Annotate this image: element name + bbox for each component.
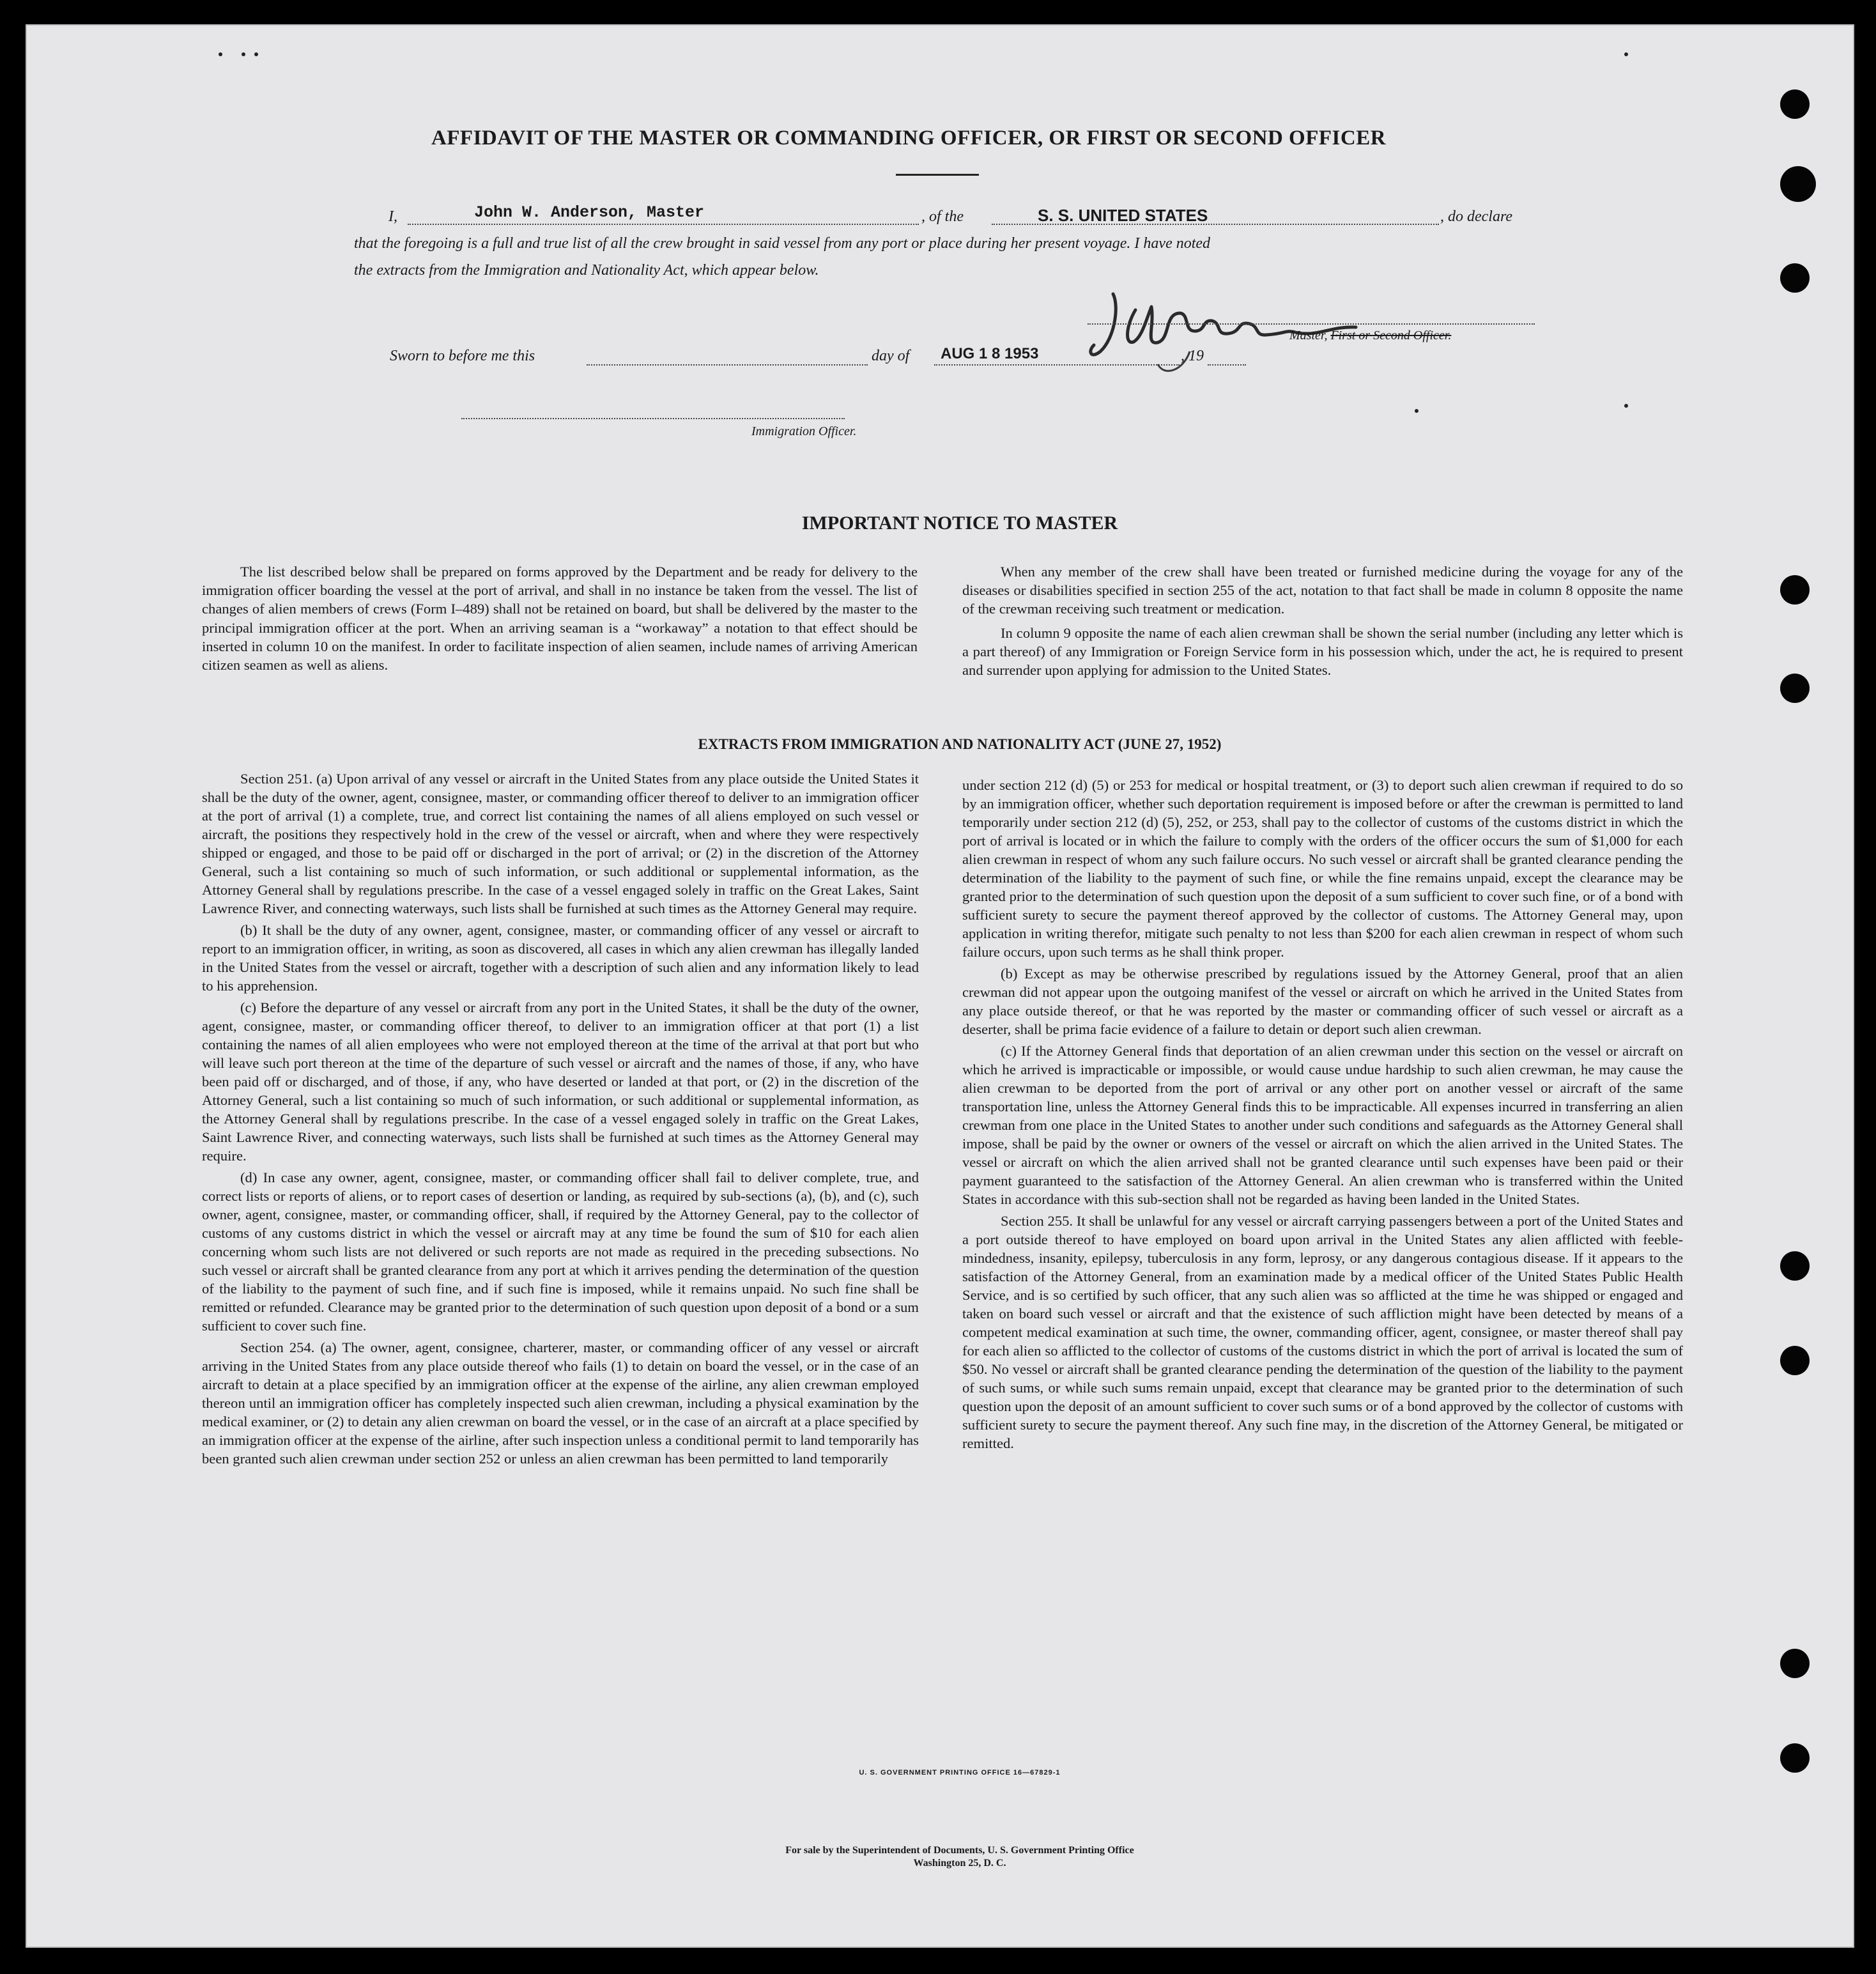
sale-line-2: Washington 25, D. C.	[913, 1858, 1006, 1869]
section-251b: (b) It shall be the duty of any owner, agent, consignee, master, or commanding officer of any vessel or aircraft to report to an immigration officer, in writing, as soon as discovered, all cases in which any alien crewman has illegally landed in the United States from the vessel or aircraft, together with a description of such alien and any information likely to lead to his apprehension.	[202, 922, 919, 994]
document-page	[26, 24, 1854, 1948]
notice-left-column	[202, 562, 918, 674]
punch-hole	[1780, 1346, 1810, 1375]
notice-paragraph: The list described below shall be prepared on forms approved by the Department and be ready for delivery to the immigration officer boarding the vessel at the port of arrival, and shall in no instance be taken from the vessel. The list of changes of alien members of crews (Form I–489) shall not be retained on board, but shall be delivered by the master to the principal immigration officer at the port. When an arriving seaman is a “workaway” a notation to that effect should be inserted in column 10 on the manifest. In order to facilitate inspection of alien seamen, include names of arriving American citizen seamen as well as aliens.	[202, 564, 918, 674]
notice-paragraph: When any member of the crew shall have been treated or furnished medicine during the voyage for any of the diseases or disabilities specified in section 255 of the act, notation to that fact shall be made in column 8 opposite the name of the crewman receiving such treatment or medication.	[962, 564, 1683, 617]
of-the-label: , of the	[921, 208, 964, 225]
punch-hole	[1780, 1649, 1810, 1678]
title-divider	[896, 174, 979, 176]
section-254c: (c) If the Attorney General finds that deportation of an alien crewman under this section on the vessel or aircraft on which he arrived is impracticable or impossible, or would cause undue hardship to such alien crewman, he may cause the alien crewman to be deported from the port of arrival or any other port on another vessel or aircraft of the same transportation line, unless the Attorney General finds this to be impracticable. All expenses incurred in transferring an alien crewman from one place in the United States to another under such conditions and safeguards as the Attorney General shall impose, shall be paid by the owner or owners of the vessel or aircraft on which the alien arrived in the United States. The vessel or aircraft on which the alien arrived shall not be granted clearance until such expenses have been paid or their payment guaranteed to the satisfaction of the Attorney General. An alien crewman who is transferred within the United States in accordance with this sub-section shall not be regarded as having been landed in the United States.	[962, 1043, 1683, 1207]
sworn-label: Sworn to before me this	[390, 348, 535, 364]
section-255: Section 255. It shall be unlawful for any vessel or aircraft carrying passengers between a port of the United States and a port outside thereof to have employed on board upon arrival in the United States any alien afflicted with feeble-mindedness, insanity, epilepsy, tuberculosis in any form, leprosy, or any dangerous contagious disease. If it appears to the satisfaction of the Attorney General, from an examination made by a medical officer of the United States Public Health Service, and is so certified by such officer, that any such alien was so afflicted at the time he was shipped or engaged and taken on board such vessel or aircraft and that the existence of such affliction might have been detected by means of a competent medical examination at such time, the owner, commanding officer, agent, consignee, or master thereof shall pay for each alien so afflicted to the collector of customs of the customs district in which the port of arrival is located the sum of $50. No vessel or aircraft shall be granted clearance pending the determination of the question of the liability to the payment of such sums, or while such sums remain unpaid, except that clearance may be granted prior to the determination of such question upon the deposit of an amount sufficient to cover such sums or of a bond approved by the collector of customs with sufficient surety to secure the payment thereof. Any such fine may, in the discretion of the Attorney General, be mitigated or remitted.	[962, 1213, 1683, 1451]
name-field-line	[408, 224, 919, 225]
vessel-name-field: S. S. UNITED STATES	[1038, 206, 1208, 225]
date-line	[934, 364, 1180, 366]
section-251c: (c) Before the departure of any vessel or aircraft from any port in the United States, it shall be the duty of the owner, agent, consignee, master, or commanding officer thereof, to deliver to an immigration officer at that port (1) a list containing the names of all alien employees who were not employed thereon at the time of the arrival at that port but who will leave such port thereon at the time of the departure of such vessel or aircraft and the names of those, if any, who have been paid off or discharged, and of those, if any, who have deserted or landed at that port, or (2) in the discretion of the Attorney General, such a list containing so much of such information, or such additional or supplemental information, as the Attorney General shall by regulations prescribe. In the case of a vessel engaged solely in traffic on the Great Lakes, Saint Lawrence River, and connecting waterways, such lists shall be furnished at such times as the Attorney General may require.	[202, 999, 919, 1164]
section-251d: (d) In case any owner, agent, consignee, master, or commanding officer shall fail to deliver complete, true, and correct lists or reports of aliens, or to report cases of desertion or landing, as required by sub-sections (a), (b), and (c), such owner, agent, consignee, master, or commanding officer, shall, if required by the Attorney General, pay to the collector of customs of any customs district in which the vessel or aircraft may at any time be found the sum of $10 for each alien concerning whom such lists are not delivered or such reports are not made as required in the preceding subsections. No such vessel or aircraft shall be granted clearance from any port at which it arrives pending the determination of the question of the liability to the payment of such fine, and if such fine is imposed, while it remains unpaid. No such fine shall be remitted or refunded. Clearance may be granted prior to the determination of such question upon deposit of a bond or a sum sufficient to cover such fine.	[202, 1169, 919, 1334]
punch-hole	[1780, 575, 1810, 605]
speck	[1624, 404, 1628, 408]
punch-hole	[1780, 674, 1810, 703]
speck	[1624, 52, 1628, 56]
master-name-field: John W. Anderson, Master	[474, 203, 705, 222]
officer-signature-line	[461, 418, 845, 419]
section-254a: Section 254. (a) The owner, agent, consignee, charterer, master, or commanding officer of any vessel or aircraft arriving in the United States from any place outside thereof who fails (1) to detain on board the vessel, or in the case of an aircraft to detain at a place specified by an immigration officer at the expense of the airline, any alien crewman employed thereon until an immigration officer has completely inspected such alien crewman, including a physical examination by the medical examiner, or (2) to detain any alien crewman on board the vessel, or in the case of an aircraft at a place specified by an immigration officer at the expense of the airline, after such inspection unless a conditional permit to land temporarily has been granted such alien crewman under section 252 or unless an alien crewman has been permitted to land temporarily	[202, 1339, 919, 1467]
immigration-officer-label: Immigration Officer.	[751, 424, 857, 438]
extracts-left-column	[202, 769, 919, 1468]
section-251a: Section 251. (a) Upon arrival of any vessel or aircraft in the United States from any place outside the United States it shall be the duty of the owner, agent, consignee, master, or commanding officer thereof to deliver to an immigration officer at the port of arrival (1) a complete, true, and correct list containing the names of all aliens employed on such vessel or aircraft, the positions they respectively hold in the crew of the vessel or aircraft, when and where they were respectively shipped or engaged, and those to be paid off or discharged in the port of arrival; or (2) in the discretion of the Attorney General, such a list containing so much of such information, or such additional or supplemental information, as the Attorney General shall by regulations prescribe. In the case of a vessel engaged solely in traffic on the Great Lakes, Saint Lawrence River, and connecting waterways, such lists shall be furnished at such times as the Attorney General may require.	[202, 771, 919, 916]
extracts-right-column	[962, 776, 1683, 1453]
do-declare-label: , do declare	[1440, 208, 1513, 225]
declaration-line-3: the extracts from the Immigration and Nationality Act, which appear below.	[354, 262, 819, 279]
notice-heading: IMPORTANT NOTICE TO MASTER	[801, 513, 1118, 534]
sworn-day-line	[587, 364, 868, 366]
speck	[219, 52, 222, 56]
section-254a-continued: under section 212 (d) (5) or 253 for medical or hospital treatment, or (3) to deport such alien crewman if required to do so by an immigration officer, whether such deportation requirement is imposed before or after the crewman is permitted to land temporarily under section 212 (d) (5), 252, or 253, shall pay to the collector of customs of the customs district in which the port of arrival is located or in which the failure to comply with the orders of the officer occurs the sum of $1,000 for each alien crewman in respect of whom any such failure occurs. No such vessel or aircraft shall be granted clearance pending the determination of the liability to the payment of such fine, or while the fine remains unpaid, except the clearance may be granted prior to the determination of such question upon the deposit of a sum sufficient to cover such fine, or of a bond with sufficient surety to secure the payment thereof approved by the collector of customs. The Attorney General may, upon application in writing therefor, mitigate such penalty to not less than $200 for each alien crewman in respect of whom such failure occurs, upon such terms as he shall think proper.	[962, 777, 1683, 960]
sale-notice	[27, 1844, 1876, 1870]
signature-master-label: Master,	[1289, 328, 1328, 343]
notice-right-column	[962, 562, 1683, 679]
punch-hole	[1780, 1251, 1810, 1281]
punch-hole	[1780, 166, 1816, 202]
day-of-label: day of	[872, 348, 910, 364]
speck	[1415, 409, 1419, 413]
notice-paragraph: In column 9 opposite the name of each alien crewman shall be shown the serial number (including any letter which is a part thereof) of any Immigration or Foreign Service form in his possession which, under the act, he is required to present and surrender upon applying for admission to the United States.	[962, 624, 1683, 679]
extracts-heading: EXTRACTS FROM IMMIGRATION AND NATIONALITY ACT (JUNE 27, 1952)	[698, 736, 1222, 752]
section-254b: (b) Except as may be otherwise prescribed by regulations issued by the Attorney General, proof that an alien crewman did not appear upon the outgoing manifest of the vessel or aircraft on which he arrived in the United States from any place outside thereof, or that he was reported by the master or commanding officer of such vessel or aircraft as a deserter, shall be prima facie evidence of a failure to detain or deport such alien crewman.	[962, 966, 1683, 1037]
year-line	[1208, 364, 1246, 366]
affidavit-title: AFFIDAVIT OF THE MASTER OR COMMANDING OFFICER, OR FIRST OR SECOND OFFICER	[431, 127, 1387, 150]
sale-line-1: For sale by the Superintendent of Documents, U. S. Government Printing Office	[785, 1845, 1134, 1856]
declaration-pronoun: I,	[388, 208, 397, 225]
punch-hole	[1780, 89, 1810, 119]
date-stamp: AUG 1 8 1953	[941, 345, 1039, 362]
speck	[254, 52, 258, 56]
declaration-line-2: that the foregoing is a full and true list of all the crew brought in said vessel from any port or place during her present voyage. I have noted	[354, 235, 1211, 252]
speck	[242, 52, 245, 56]
signature-struck-label: First or Second Officer.	[1330, 328, 1452, 343]
signature-label	[1289, 328, 1451, 343]
signature-line	[1088, 323, 1535, 325]
year-prefix-label: , 19	[1181, 348, 1204, 364]
punch-hole	[1780, 263, 1810, 293]
printer-imprint: U. S. GOVERNMENT PRINTING OFFICE 16—67829-1	[859, 1769, 1061, 1777]
